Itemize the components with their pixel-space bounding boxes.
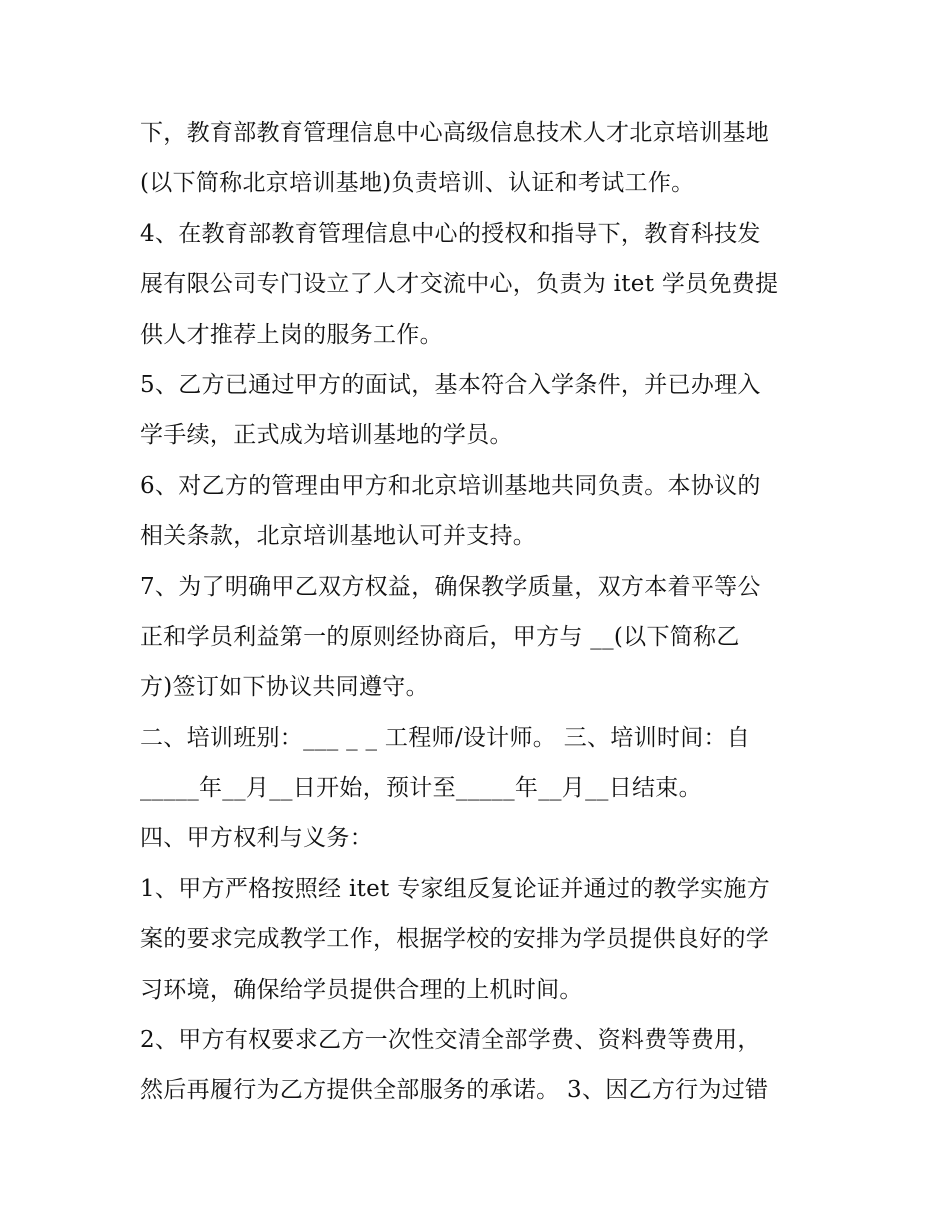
text-line: (以下简称北京培训基地)负责培训、认证和考试工作。 [140, 170, 695, 197]
document-body [140, 108, 820, 1116]
text-line: 方)签订如下协议共同遵守。 [140, 674, 429, 701]
text-line: 1、甲方严格按照经 itet 专家组反复论证并通过的教学实施方 [140, 875, 771, 902]
text-line: 供人才推荐上岗的服务工作。 [140, 321, 443, 348]
text-line: 二、培训班别：___ _ _ 工程师/设计师。 三、培训时间：自 [140, 724, 751, 751]
text-line: 4、在教育部教育管理信息中心的授权和指导下，教育科技发 [140, 220, 761, 247]
text-line: 相关条款，北京培训基地认可并支持。 [140, 523, 537, 550]
text-line: 5、乙方已通过甲方的面试，基本符合入学条件，并已办理入 [140, 371, 761, 398]
text-line: 四、甲方权利与义务： [140, 825, 373, 852]
text-line: 正和学员利益第一的原则经协商后，甲方与 __(以下简称乙 [140, 623, 740, 650]
text-line: 案的要求完成教学工作，根据学校的安排为学员提供良好的学 [140, 926, 770, 953]
text-line: 习环境，确保给学员提供合理的上机时间。 [140, 976, 583, 1003]
text-line: 下，教育部教育管理信息中心高级信息技术人才北京培训基地 [140, 120, 770, 146]
text-line: 2、甲方有权要求乙方一次性交清全部学费、资料费等费用， [140, 1027, 761, 1054]
text-line: _____年__月__日开始，预计至_____年__月__日结束。 [140, 775, 702, 802]
text-line: 6、对乙方的管理由甲方和北京培训基地共同负责。本协议的 [140, 472, 761, 499]
text-line: 然后再履行为乙方提供全部服务的承诺。 3、因乙方行为过错 [140, 1077, 769, 1104]
text-line: 7、为了明确甲乙双方权益，确保教学质量，双方本着平等公 [140, 573, 761, 600]
text-line: 展有限公司专门设立了人才交流中心，负责为 itet 学员免费提 [140, 271, 779, 298]
text-line: 学手续，正式成为培训基地的学员。 [140, 422, 513, 449]
